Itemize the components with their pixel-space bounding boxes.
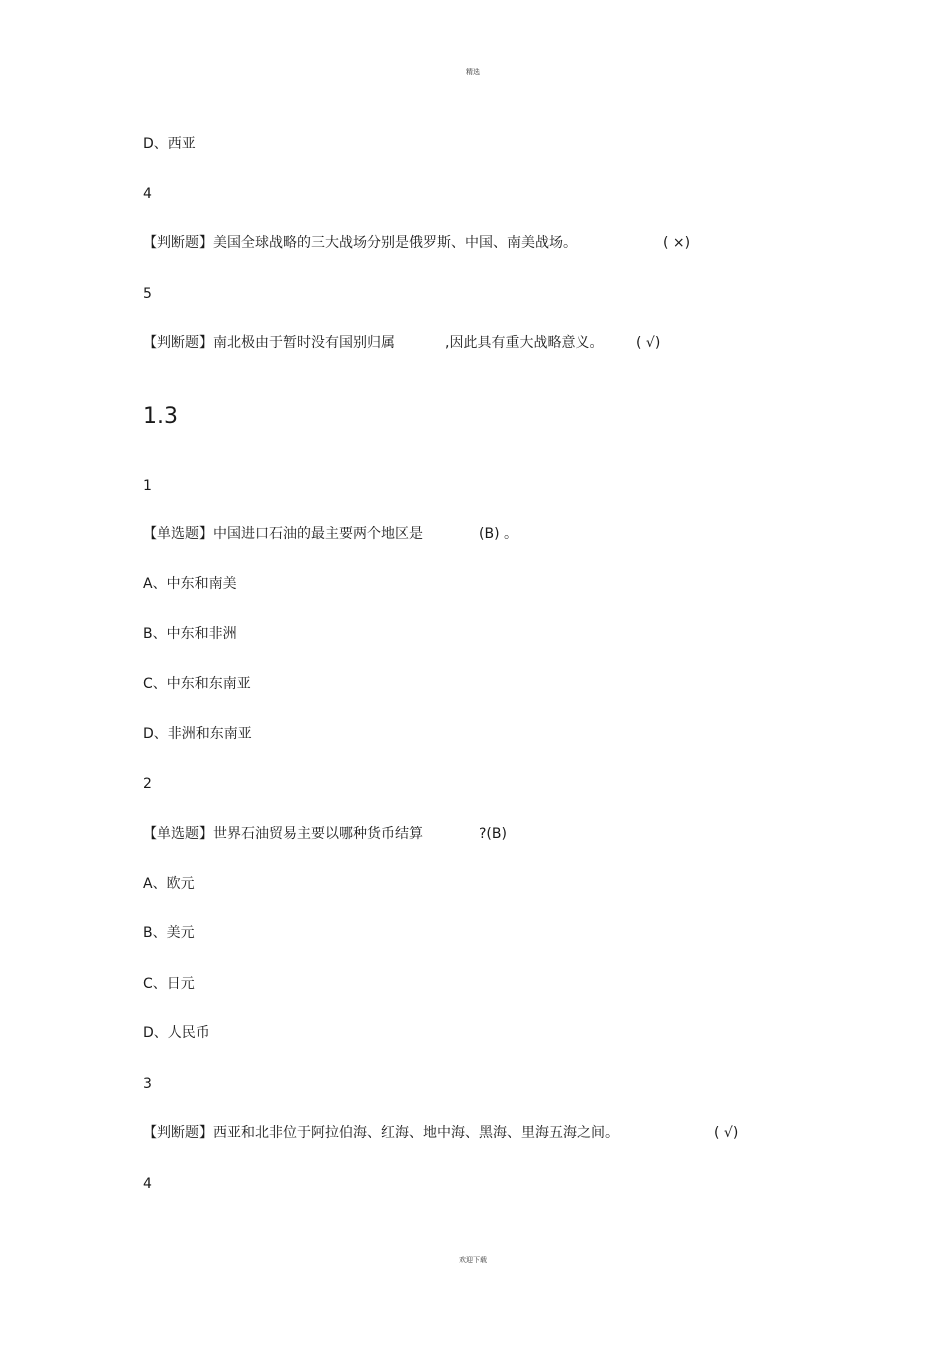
question-number: 3 [143, 1076, 152, 1092]
question-number: 1 [143, 478, 152, 494]
option-d: D、非洲和东南亚 [143, 726, 252, 742]
question-number: 4 [143, 1176, 152, 1192]
answer-mark: ?(B) [479, 826, 507, 842]
option-b: B、美元 [143, 925, 195, 941]
section-heading: 1.3 [143, 404, 178, 429]
question-text-continued: ,因此具有重大战略意义。 [445, 335, 604, 351]
answer-mark: ( ×) [663, 235, 691, 251]
question-number: 5 [143, 286, 152, 302]
option-b: B、中东和非洲 [143, 626, 237, 642]
question-text: 【单选题】世界石油贸易主要以哪种货币结算 [143, 826, 423, 842]
option-a: A、欧元 [143, 876, 195, 892]
question-text: 【单选题】中国进口石油的最主要两个地区是 [143, 526, 423, 542]
question-text: 【判断题】西亚和北非位于阿拉伯海、红海、地中海、黑海、里海五海之间。 [143, 1125, 619, 1141]
answer-mark: ( √) [636, 335, 661, 351]
option-d: D、人民币 [143, 1025, 210, 1041]
page-header: 精选 [466, 68, 480, 76]
question-text: 【判断题】南北极由于暂时没有国别归属 [143, 335, 395, 351]
answer-mark: (B) 。 [479, 526, 518, 542]
page-footer: 欢迎下载 [459, 1256, 487, 1264]
question-number: 2 [143, 776, 152, 792]
question-number: 4 [143, 186, 152, 202]
option-d: D、西亚 [143, 136, 196, 152]
answer-mark: ( √) [714, 1125, 739, 1141]
question-text: 【判断题】美国全球战略的三大战场分别是俄罗斯、中国、南美战场。 [143, 235, 577, 251]
option-c: C、中东和东南亚 [143, 676, 251, 692]
option-a: A、中东和南美 [143, 576, 237, 592]
option-c: C、日元 [143, 976, 195, 992]
